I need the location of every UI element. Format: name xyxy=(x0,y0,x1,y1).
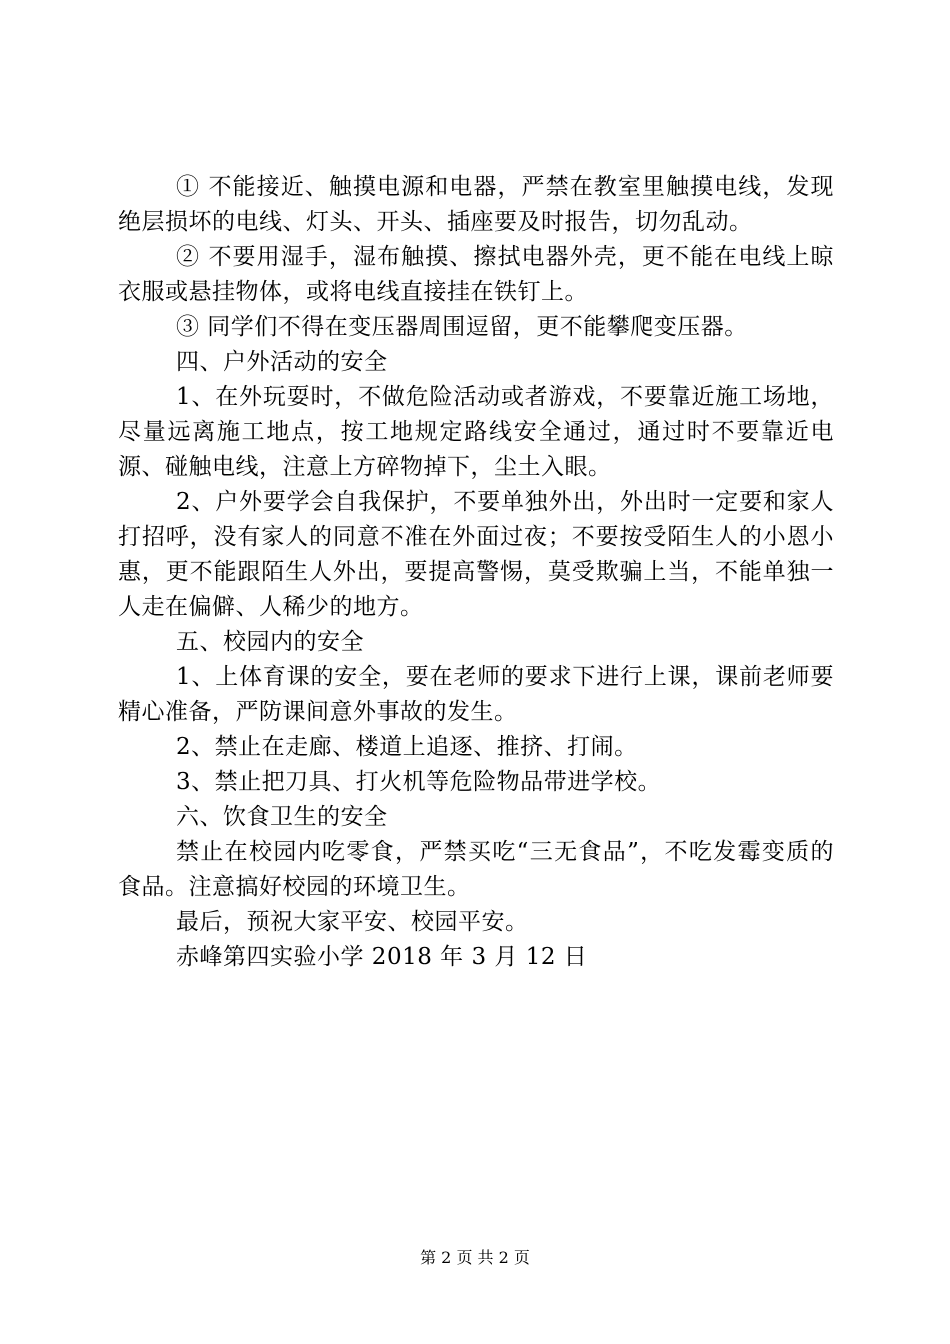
paragraph-electric-safety-2: ② 不要用湿手，湿布触摸、擦拭电器外壳，更不能在电线上晾衣服或悬挂物体，或将电线直接挂在铁钉上。 xyxy=(118,244,834,305)
section-heading-campus: 五、校园内的安全 xyxy=(176,629,364,655)
paragraph-outdoor-2: 2、户外要学会自我保护，不要单独外出，外出时一定要和家人打招呼，没有家人的同意不准在外面过夜；不要按受陌生人的小恩小惠，更不能跟陌生人外出，要提高警惕，莫受欺骗上当，不能单独一人走在偏僻、人稀少的地方。 xyxy=(118,489,834,620)
paragraph-closing: 最后，预祝大家平安、校园平安。 xyxy=(176,909,529,935)
signature-line: 赤峰第四实验小学 2018 年 3 月 12 日 xyxy=(176,944,588,970)
paragraph-campus-1: 1、上体育课的安全，要在老师的要求下进行上课，课前老师要精心准备，严防课间意外事故的发生。 xyxy=(118,664,834,725)
paragraph-outdoor-1: 1、在外玩耍时，不做危险活动或者游戏，不要靠近施工场地，尽量远离施工地点，按工地规定路线安全通过，通过时不要靠近电源、碰触电线，注意上方碎物掉下，尘土入眼。 xyxy=(118,384,834,480)
paragraph-food-1: 禁止在校园内吃零食，严禁买吃“三无食品”，不吃发霉变质的食品。注意搞好校园的环境卫生。 xyxy=(118,839,834,900)
paragraph-electric-safety-3: ③ 同学们不得在变压器周围逗留，更不能攀爬变压器。 xyxy=(176,314,748,340)
section-heading-outdoor: 四、户外活动的安全 xyxy=(176,349,388,375)
page-number-footer: 第 2 页 共 2 页 xyxy=(420,1248,530,1267)
paragraph-campus-2: 2、禁止在走廊、楼道上追逐、推挤、打闹。 xyxy=(176,734,638,760)
paragraph-campus-3: 3、禁止把刀具、打火机等危险物品带进学校。 xyxy=(176,769,662,795)
section-heading-food: 六、饮食卫生的安全 xyxy=(176,804,388,830)
paragraph-electric-safety-1: ① 不能接近、触摸电源和电器，严禁在教室里触摸电线，发现绝层损坏的电线、灯头、开头、插座要及时报告，切勿乱动。 xyxy=(118,174,834,235)
document-body xyxy=(118,170,834,975)
